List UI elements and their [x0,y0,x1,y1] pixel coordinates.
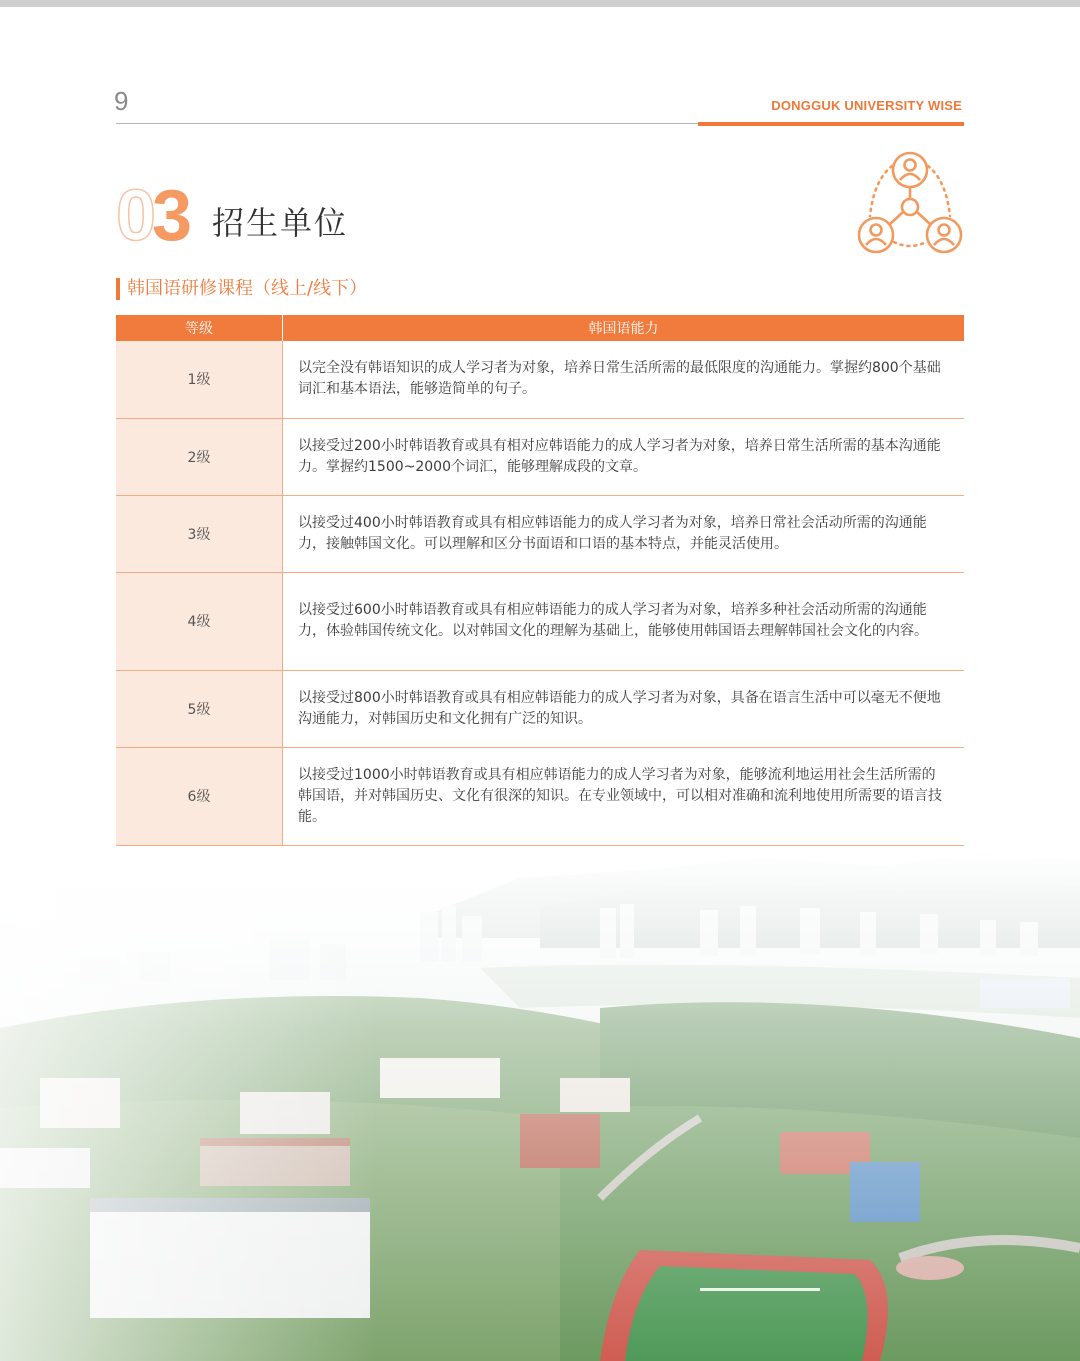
top-strip [0,0,1080,7]
page-number: 9 [114,86,129,116]
section-number [116,176,188,256]
header-level: 等级 [116,315,283,341]
header-rule-accent [698,122,964,126]
table-row [116,495,964,572]
description-cell: 以接受过1000小时韩语教育或具有相应韩语能力的成人学习者为对象，能够流利地运用社会生活所需的韩国语，并对韩国历史、文化有很深的知识。在专业领域中，可以相对准确和流利地使用所需要的语言技能。 [283,747,965,845]
table-row [116,418,964,495]
brand-name: DONGGUK UNIVERSITY WISE [771,98,962,113]
subheading: 韩国语研修课程（线上/线下） [116,278,367,300]
campus-aerial-photo [0,848,1080,1361]
level-cell: 3级 [116,495,283,572]
level-cell: 2级 [116,418,283,495]
description-cell: 以完全没有韩语知识的成人学习者为对象，培养日常生活所需的最低限度的沟通能力。掌握约800个基础词汇和基本语法，能够造简单的句子。 [283,341,965,418]
header-ability: 韩国语能力 [283,315,965,341]
description-cell: 以接受过800小时韩语教育或具有相应韩语能力的成人学习者为对象，具备在语言生活中可以毫无不便地沟通能力，对韩国历史和文化拥有广泛的知识。 [283,670,965,747]
level-cell: 5级 [116,670,283,747]
table-row [116,572,964,670]
people-network-icon [852,150,968,258]
table-row [116,341,964,418]
section-number-first: 0 [116,176,153,256]
description-cell: 以接受过400小时韩语教育或具有相应韩语能力的成人学习者为对象，培养日常社会活动所需的沟通能力，接触韩国文化。可以理解和区分书面语和口语的基本特点，并能灵活使用。 [283,495,965,572]
table-header-row [116,315,964,341]
level-cell: 6级 [116,747,283,845]
table-row [116,747,964,845]
section-title: 招生单位 [212,204,349,242]
section-number-second: 3 [152,176,189,256]
description-cell: 以接受过600小时韩语教育或具有相应韩语能力的成人学习者为对象，培养多种社会活动所需的沟通能力，体验韩国传统文化。以对韩国文化的理解为基础上，能够使用韩国语去理解韩国社会文化的内容。 [283,572,965,670]
level-cell: 1级 [116,341,283,418]
level-cell: 4级 [116,572,283,670]
description-cell: 以接受过200小时韩语教育或具有相对应韩语能力的成人学习者为对象，培养日常生活所需的基本沟通能力。掌握约1500~2000个词汇，能够理解成段的文章。 [283,418,965,495]
table-row [116,670,964,747]
levels-table [116,315,964,846]
